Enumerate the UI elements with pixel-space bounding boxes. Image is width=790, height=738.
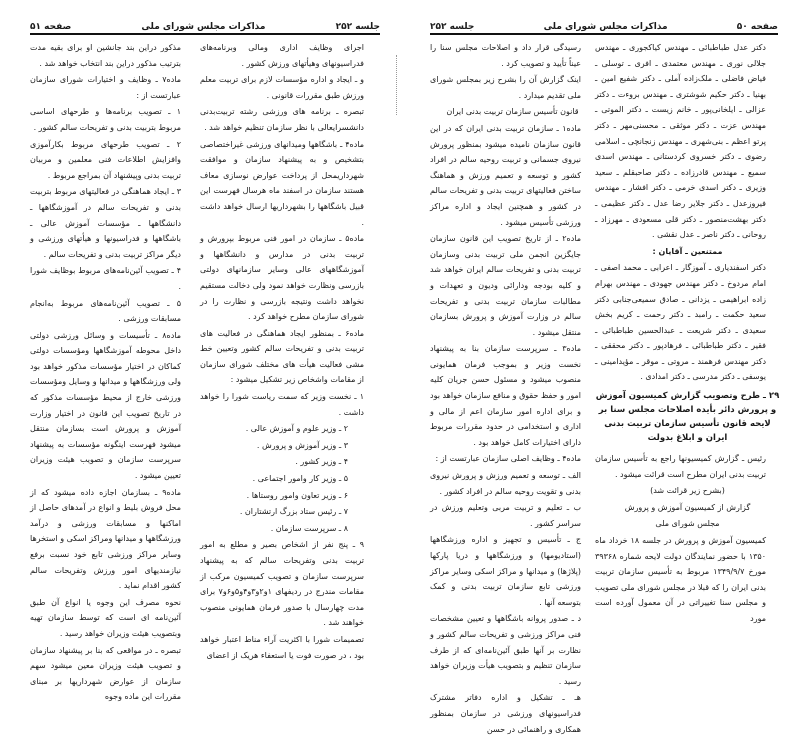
paragraph: ۷ ـ رئیس ستاد بزرگ ارتشتاران .	[239, 507, 348, 517]
paragraph: هـ ـ تشکیل و اداره دفاتر مشترک فدراسیونهای ورزشی در سازمان بمنظور همکاری و راهنمائی در حسن	[430, 693, 581, 734]
paragraph: مجلس شورای ملی	[655, 519, 720, 529]
paragraph: د ـ صدور پروانه باشگاهها و تعیین مشخصات فنی مراکز ورزشی و تفریحات سالم کشور و نظارت بر آنها طبق آئین‌نامه‌ای که از طرف سازمان تنظیم و بتصویب هیأت وزیران خواهد رسید .	[430, 614, 581, 686]
column-left	[430, 40, 595, 738]
paragraph: مذکور دراین بند جانشین او برای بقیه مدت بترتیب مذکور دراین بند انتخاب خواهد شد .	[30, 43, 181, 68]
paragraph: ۸ ـ سرپرست سازمان .	[270, 523, 348, 533]
paragraph: ۴ ـ وزیر کشور .	[295, 457, 348, 467]
running-title: مذاکرات مجلس شورای ملی	[543, 22, 668, 32]
session-number: جلسه ۲۵۲	[335, 22, 380, 32]
section-heading: ممتنعین ـ آقایان :	[652, 246, 723, 256]
paragraph: ماده۹ ـ بسازمان اجازه داده میشود که از محل فروش بلیط و انواع در آمدهای حاصل از اماکنها و مسابقات ورزشی و درآمد ورزشگاهها و میدانها ومراکز اسکی و استخرها وسایر مراکز ورزشی تابع خود نسبت برفع نیازمندیهای امور ورزش وتفریحات سالم کشور اقدام نماید .	[30, 487, 181, 591]
paragraph: (بشرح زیر قرائت شد)	[650, 486, 725, 496]
paragraph: ماده۵ ـ سازمان در امور فنی مربوط بپرورش و تربیت بدنی در مدارس و دانشگاهها و آموزشگاههای عالی وسایر سازمانهای دولتی بازرسی ونظارت خواهد نمود ولی دخالت مستقیم نخواهد داشت ونتیجه بازرسی و نظارت را در شورای سازمان مطرح خواهد کرد .	[200, 234, 364, 322]
paragraph: ۹ ـ پنج نفر از اشخاص بصیر و مطلع به امور تربیت بدنی وتفریحات سالم که به پیشنهاد سرپرست سازمان و تصویب کمیسیون مرکب از مقامات مندرج در ردیفهای ۱و۲و۳و۴و۵و۶و۷ برای مدت چهارسال با صدور فرمان همایونی منصوب خواهند شد .	[200, 540, 364, 628]
running-title: مذاکرات مجلس شورای ملی	[141, 22, 266, 32]
header-rule	[30, 33, 380, 35]
paragraph: ۱ ـ تصویب برنامه‌ها و طرحهای اساسی مربوط بتربیت بدنی و تفریحات سالم کشور .	[30, 107, 181, 132]
paragraph: ۳ ـ وزیر آموزش و پرورش .	[256, 440, 348, 450]
paragraph: رئیس ـ گزارش کمیسیونها راجع به تأسیس سازمان تربیت بدنی ایران مطرح است قرائت میشود .	[595, 454, 766, 479]
paragraph: قانون تأسیس سازمان تربیت بدنی ایران	[446, 107, 579, 117]
column-right	[200, 40, 378, 664]
paragraph: دکتر اسفندیاری ـ آموزگار ـ اعرابی ـ محمد اصفی ـ امام مردوخ ـ دکتر مهندس جهودی ـ مهندس بهرام زاده ابراهیمی ـ یزدانی ـ صادق سمیعی‌جنابی دکتر سعید حکمت ـ رامبد ـ دکتر رحمت ـ کریم بخش سعیدی ـ دکتر شریعت ـ عبدالحسین طباطبائی ـ فقیر ـ دکتر طباطبائی ـ فرهادپور ـ دکتر محققی ـ دکتر مهندس فرهمند ـ مروتی ـ موقر ـ مؤیدامینی ـ یوسفی ـ دکتر مدرسی ـ دکتر امدادی .	[595, 263, 766, 382]
paragraph: و ـ ایجاد و اداره مؤسسات لازم برای تربیت معلم ورزش طبق مقررات قانونی .	[200, 75, 364, 100]
paragraph: ماده۲ ـ از تاریخ تصویب این قانون سازمان جایگزین انجمن ملی تربیت بدنی وسازمان تربیت بدنی و تفریحات سالم ایران خواهد شد و کلیه بودجه ودارائی ودیون و تعهدات و مطالبات سازمان تربیت بدنی و تفریحات سالم در وزارت آموزش و پرورش بسازمان منتقل میشود .	[430, 234, 581, 337]
paragraph: تبصره ـ برنامه های ورزشی رشته تربیت‌بدنی دانشسرایعالی با نظر سازمان تنظیم خواهد شد .	[200, 107, 364, 132]
paragraph: ماده۳ ـ سرپرست سازمان بنا به پیشنهاد نخست وزیر و بموجب فرمان همایونی منصوب میشود و مسئول حسن جریان کلیه امور و حفظ حقوق و منافع سازمان خواهد بود و برای اداره امور سازمان اعم از مالی و اداری و استخدامی در حدود مقررات مربوط دارای اختیارات کامل خواهد بود .	[430, 344, 581, 447]
paragraph: ماده۱ ـ سازمان تربیت بدنی ایران که در این قانون سازمان نامیده میشود بمنظور پرورش نیروی جسمانی و تربیت روحیه سالم در افراد کشور و توسعه و تعمیم ورزش و هماهنگ ساختن فعالیتهای تربیت بدنی و تفریحات سالم در کشور و همچنین ایجاد و اداره مراکز ورزشی تأسیس میشود .	[430, 123, 581, 227]
paragraph: ۲ ـ تصویب طرحهای مربوط بکارآموزی وافزایش اطلاعات فنی معلمین و مربیان تربیت بدنی وپیشنهاد آن بمراجع مربوط .	[30, 139, 181, 180]
paragraph: ۱ ـ نخست وزیر که سمت ریاست شورا را خواهد داشت .	[200, 392, 364, 417]
paragraph: ۳ ـ ایجاد هماهنگی در فعالیتهای مربوط بتربیت بدنی و تفریحات سالم در آموزشگاهها ـ دانشگاهها ـ مؤسسات آموزش عالی ـ باشگاهها و فدراسیونها و هیأتهای ورزشی و دیگر مراکز تربیت بدنی و تفریحات سالم .	[30, 187, 181, 259]
paragraph: ماده۴ ـ وظایف اصلی سازمان عبارتست از :	[435, 454, 581, 464]
paragraph: ج ـ تأسیس و تجهیز و اداره ورزشگاهها (استادیومها) و ورزشگاهها و دریا پارکها (پلاژها) و میدانها و مراکز اسکی وسایر مراکز ورزشی تابع سازمان تربیت بدنی و کمک بتوسعه آنها .	[430, 535, 581, 607]
paragraph: ۶ ـ وزیر تعاون وامور روستاها .	[246, 490, 348, 500]
page-number: صفحه ۵۰	[736, 22, 778, 32]
paragraph: گزارش از کمیسیون آموزش و پرورش	[624, 502, 751, 512]
paragraph: ۲ ـ وزیر علوم و آموزش عالی .	[245, 424, 348, 434]
section-title: ۲۹ ـ طرح وتصویب گزارش کمیسیون آموزش و پرورش دائر بأیده اصلاحات مجلس سنا بر لایحه قانون تأسیس سازمان تربیت بدنی ایران و ابلاغ بدولت	[595, 391, 780, 444]
paragraph: دکتر عدل طباطبائی ـ مهندس کیاکجوری ـ مهندس جلالی نوری ـ مهندس معتمدی ـ افری ـ توسلی ـ فیاض فاضلی ـ ملک‌زاده آملی ـ دکتر شفیع امین ـ بهنیا ـ دکتر حکیم شوشتری ـ مهندس بروءت ـ دکتر عزالی ـ ایلخانی‌پور ـ خانم زیست ـ دکتر الموتی ـ مهندس عزت ـ دکتر موثقی ـ محسنی‌مهر ـ دکتر پرتو اعظم ـ بنی‌شهری ـ مهندس زنجانچی ـ اسلامی رضوی ـ دکتر خسروی کردستانی ـ مهندس اسدی سمیع ـ مهندس قادرزاده ـ دکتر صاحبقلم ـ سعید وزیری ـ دکتر اسدی خرمی ـ دکتر افشار ـ مهندس فیروزعدل ـ دکتر جلایر رضا عدل ـ دکتر عظیمی ـ دکتر بهشت‌منصور ـ دکتر قلی مسعودی ـ مهرزاد ـ روحانی ـ دکتر ناصر ـ عدل نقشی .	[595, 43, 766, 240]
paragraph: ماده۷ ـ وظایف و اختیارات شورای سازمان عبارتست از :	[30, 75, 181, 100]
left-page	[0, 0, 380, 702]
paragraph: ۴ ـ تصویب آئین‌نامه‌های مربوط بوظایف شورا .	[30, 266, 181, 291]
paragraph: ماده۸ ـ تأسیسات و وسائل ورزشی دولتی داخل محوطه آموزشگاهها ومؤسسات دولتی کماکان در اختیار مؤسسات مذکور خواهد بود ولی ورزشگاهها و میدانها و وسایل ومؤسسات ورزشی خارج از محیط مؤسسات مذکور که در تاریخ تصویب این قانون در اختیار وزارت آموزش و پرورش است بسازمان منتقل میشود فهرست اینگونه مؤسسات به پیشنهاد سرپرست سازمان و تصویب هیئت وزیران تعیین میشود .	[30, 330, 181, 481]
paragraph: تصمیمات شورا با اکثریت آراء مناط اعتبار خواهد بود ، در صورت فوت یا استعفاء هریک از اعضای	[200, 634, 364, 660]
paragraph: ۵ ـ تصویب آئین‌نامه‌های مربوط به‌انجام مسابقات ورزشی .	[30, 298, 181, 324]
page-header	[30, 18, 380, 32]
paragraph: کمیسیون آموزش و پرورش در جلسه ۱۸ خرداد ماه ۱۳۵۰ با حضور نمایندگان دولت لایحه شماره ۳۹۳۶۸ مورخ ۱۳۴۹/۹/۷ مربوط به تأسیس سازمان تربیت بدنی ایران را که قبلا در مجلس شورای ملی تصویب و مجلس سنا تغییراتی در آن معمول آورده است مورد	[595, 536, 766, 623]
header-rule	[430, 33, 778, 35]
page-number: صفحه ۵۱	[30, 22, 72, 32]
right-page	[395, 0, 790, 734]
paragraph: ب ـ تعلیم و تربیت مربی وتعلیم ورزش در سراسر کشور .	[430, 503, 581, 528]
page-header	[430, 18, 778, 32]
paragraph: ماده۶ ـ بمنظور ایجاد هماهنگی در فعالیت های تربیت بدنی و تفریحات سالم کشور وتعیین خط مشی فعالیت هیأت های مختلف شورای سازمان از مقامات واشخاص زیر تشکیل میشود :	[200, 328, 364, 385]
paragraph: الف ـ توسعه و تعمیم ورزش و پرورش نیروی بدنی و تقویت روحیه سالم در افراد کشور .	[430, 471, 581, 496]
paragraph: رسیدگی قرار داد و اصلاحات مجلس سنا را عیناً تأیید و تصویب کرد .	[430, 43, 581, 68]
paragraph: ماده۴ ـ باشگاهها ومیدانهای ورزشی غیراختصاصی بتشخیص و به پیشنهاد سازمان و موافقت شهرداریمحل از پرداخت عوارض نوسازی معاف هستند سازمان در اسفند ماه هرسال فهرست این قبیل باشگاهها را بشهرداریها ارسال خواهد داشت .	[200, 139, 364, 227]
paragraph: اجرای وظایف اداری ومالی وبرنامه‌های فدراسیونهای وهیأتهای ورزش کشور .	[200, 43, 364, 68]
column-right	[595, 40, 780, 628]
paragraph: تبصره ـ در مواقعی که بنا بر پیشنهاد سازمان و تصویب هیئت وزیران معین میشود سهم سازمان از عوارض شهرداریها بر مبنای مقررات این ماده وجوه	[30, 645, 181, 702]
column-left	[30, 40, 195, 706]
paragraph: ۵ ـ وزیر کار وامور اجتماعی .	[252, 474, 348, 484]
paragraph: نحوه مصرف این وجوه یا انواع آن طبق آئین‌نامه ای است که توسط سازمان تهیه وبتصویب هیئت وزیران خواهد رسید .	[30, 597, 181, 638]
paragraph: اینک گزارش آن را بشرح زیر بمجلس شورای ملی تقدیم میدارد .	[430, 75, 581, 100]
session-number: جلسه ۲۵۲	[430, 22, 475, 32]
